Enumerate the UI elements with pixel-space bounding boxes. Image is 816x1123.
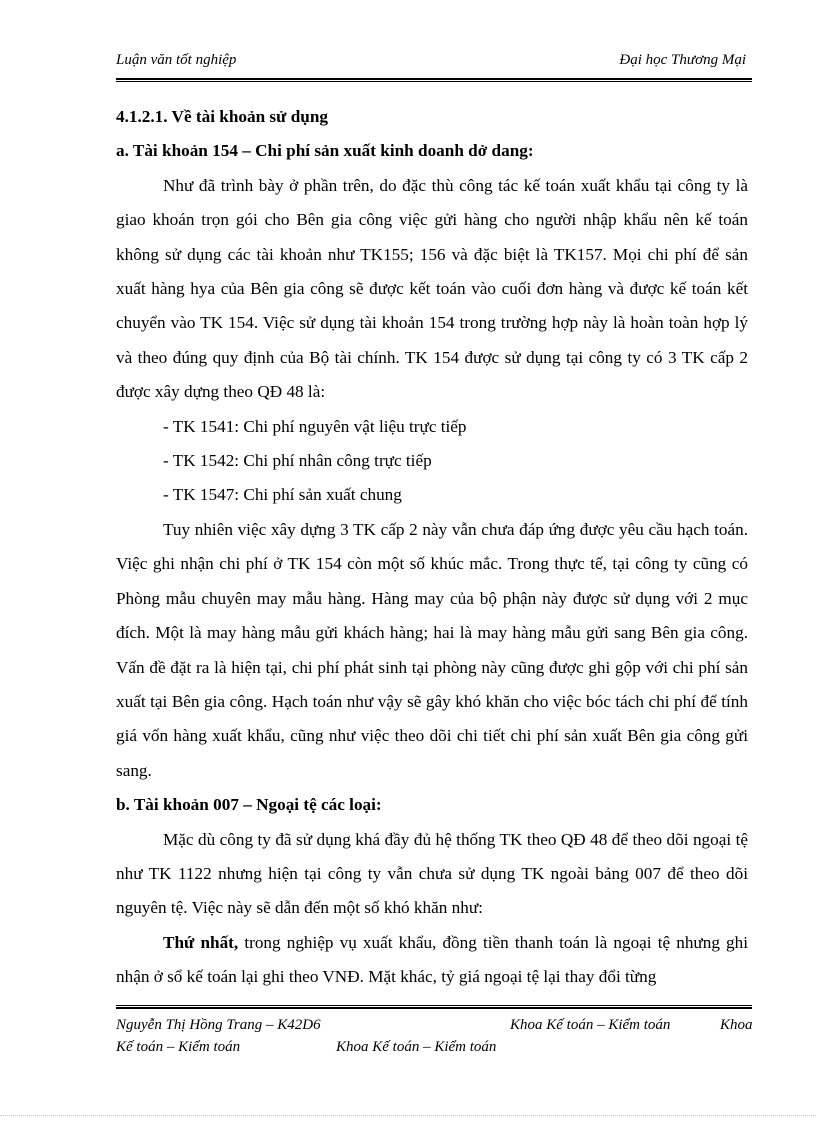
subsection-a-title: a. Tài khoản 154 – Chi phí sản xuất kinh doanh dở dang:	[116, 141, 534, 161]
paragraph-4-lead: Thứ nhất,	[163, 932, 239, 952]
paragraph-2: Tuy nhiên việc xây dựng 3 TK cấp 2 này vẫn chưa đáp ứng được yêu cầu hạch toán. Việc ghi nhận chi phí ở TK 154 còn một số khúc mắc. Trong thực tế, tại công ty cũng có Phòng mẫu chuyên may mẫu hàng. Hàng may của bộ phận này được sử dụng với 2 mục đích. Một là may hàng mẫu gửi khách hàng; hai là may hàng mẫu gửi sang Bên gia công. Vấn đề đặt ra là hiện tại, chi phí phát sinh tại phòng này cũng được ghi gộp với chi phí sản xuất tại Bên gia công. Hạch toán như vậy sẽ gây khó khăn cho việc bóc tách chi phí để tính giá vốn hàng xuất khẩu, cũng như việc theo dõi chi tiết chi phí sản xuất Bên gia công gửi sang.	[116, 519, 748, 780]
footer-faculty-start: Khoa	[720, 1017, 753, 1033]
paragraph-3: Mặc dù công ty đã sử dụng khá đầy đủ hệ thống TK theo QĐ 48 để theo dõi ngoại tệ như TK 1122 nhưng hiện tại công ty vẫn chưa sử dụng TK ngoài bảng 007 để theo dõi nguyên tệ. Việc này sẽ dẫn đến một số khó khăn như:	[116, 829, 748, 918]
section-title: 4.1.2.1. Về tài khoản sử dụng	[116, 107, 329, 126]
page-bottom-dotted-line	[0, 1115, 816, 1116]
page-body	[116, 100, 748, 995]
header-thesis-label: Luận văn tốt nghiệp	[116, 52, 237, 68]
paragraph-4-text: trong nghiệp vụ xuất khẩu, đồng tiền thanh toán là ngoại tệ nhưng ghi nhận ở sổ kế toán lại ghi theo VNĐ. Mặt khác, tỷ giá ngoại tệ lại thay đổi từng	[116, 932, 748, 987]
paragraph-4	[116, 926, 748, 995]
list-item: - TK 1541: Chi phí nguyên vật liệu trực tiếp	[163, 416, 467, 436]
footer-divider	[116, 1005, 752, 1009]
paragraph-1: Như đã trình bày ở phần trên, do đặc thù công tác kế toán xuất khẩu tại công ty là giao khoán trọn gói cho Bên gia công việc gửi hàng cho người nhập khẩu nên kế toán không sử dụng các tài khoản như TK155; 156 và đặc biệt là TK157. Mọi chi phí để sản xuất hàng hya của Bên gia công sẽ được kết toán vào cuối đơn hàng và được kế toán kết chuyển vào TK 154. Việc sử dụng tài khoản 154 trong trường hợp này là hoàn toàn hợp lý và theo đúng quy định của Bộ tài chính. TK 154 được sử dụng tại công ty có 3 TK cấp 2 được xây dựng theo QĐ 48 là:	[116, 175, 748, 402]
footer-faculty-end: Kế toán – Kiểm toán	[116, 1039, 241, 1055]
header-divider	[116, 78, 752, 82]
list-item: - TK 1542: Chi phí nhân công trực tiếp	[163, 451, 432, 471]
footer-author: Nguyễn Thị Hồng Trang – K42D6	[116, 1017, 321, 1033]
page-header	[116, 52, 750, 76]
subsection-b-title: b. Tài khoản 007 – Ngoại tệ các loại:	[116, 795, 382, 815]
footer-faculty-repeat: Khoa Kế toán – Kiểm toán	[336, 1039, 497, 1055]
header-university-label: Đại học Thương Mại	[619, 52, 746, 68]
list-item: - TK 1547: Chi phí sản xuất chung	[163, 485, 402, 505]
footer-faculty: Khoa Kế toán – Kiểm toán	[510, 1017, 671, 1033]
